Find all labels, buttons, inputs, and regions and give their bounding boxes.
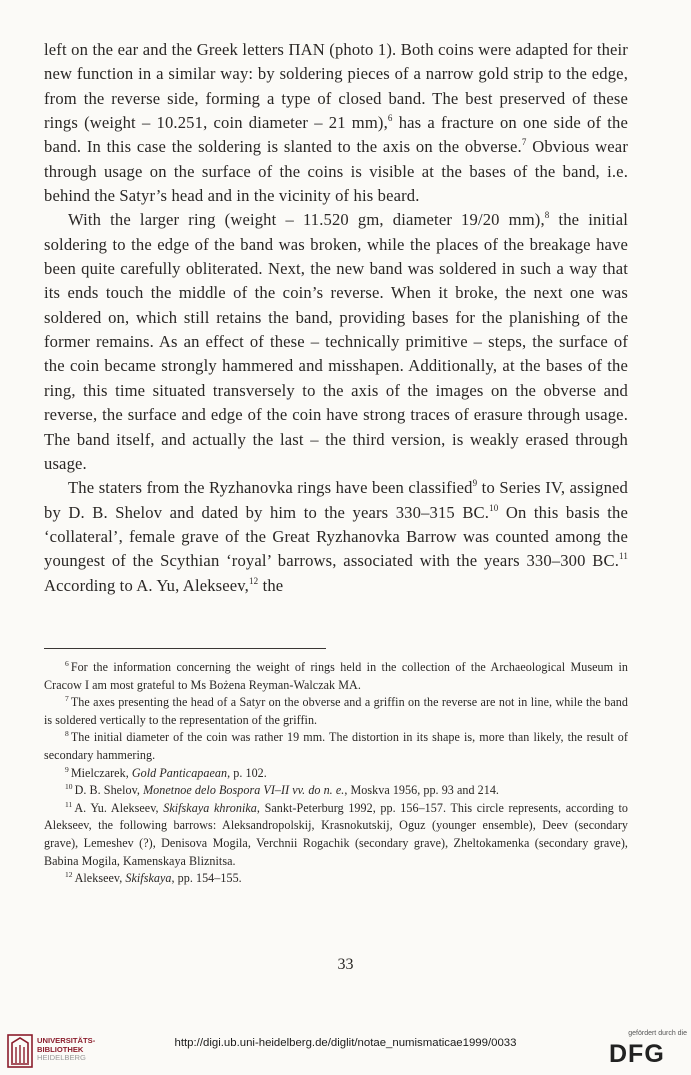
- footnote-10: $^{10}$ D. B. Shelov, Monetnoe delo Bospora VI–II vv. do n. e., Moskva 1956, pp. 93 and 214.: [65, 782, 500, 798]
- footnote-12: $^{12}$ Alekseev, Skifskaya, pp. 154–155.: [65, 870, 242, 886]
- main-text: [44, 38, 628, 598]
- footnote-ref-6[interactable]: 6: [387, 113, 393, 124]
- paragraph-2: With the larger ring (weight – 11.520 gm, diameter 19/20 mm),$^8$ the initial soldering to the edge of the band was broken, while the places of the breakage have been quite carefully obliterated. Next, the new band was soldered in such a way that its ends touch the middle of the coin’s reverse. When it broke, the next one was soldered on, which still retains the band, providing bases for the planishing of the former remains. As an effect of these – technically primitive – steps, the surface of the coin became strongly hammered and misshapen. Additionally, at the bases of the ring, this time situated transversely to the axis of the images on the obverse and reverse, the surface and edge of the coin have strong traces of erasure through usage. The band itself, and actually the last – the third version, is weakly erased through usage.: [44, 210, 628, 473]
- dfg-logo[interactable]: DFG: [609, 1040, 665, 1068]
- footnote-ref-10[interactable]: 10: [489, 502, 499, 513]
- footnote-ref-9[interactable]: 9: [472, 478, 478, 489]
- footnote-11: $^{11}$ A. Yu. Alekseev, Skifskaya khronika, Sankt-Peterburg 1992, pp. 156–157. This circle represents, according to Alekseev, the following barrows: Aleksandropolskij, Krasnokutskij, Oguz (younger ensemble), Deev (secondary grave), Lemeshev (?), Denisova Mogila, Verchnii Rogachik (secondary grave), Zheltokamenka (secondary grave), Babina Mogila, Kamenskaya Bliznitsa.: [44, 799, 628, 868]
- paragraph-3: The staters from the Ryzhanovka rings have been classified$^9$ to Series IV, assigned by D. B. Shelov and dated by him to the years 330–315 BC.$^{10}$ On this basis the ‘collateral’, female grave of the Great Ryzhanovka Barrow was counted among the youngest of the Scythian ‘royal’ barrows, associated with the years 330–300 BC.$^{11}$ According to A. Yu, Alekseev,$^{12}$ the: [44, 478, 628, 595]
- footnote-6: $^6$ For the information concerning the weight of rings held in the collection of the Archaeological Museum in Cracow I am most grateful to Ms Bożena Reyman-Walczak MA.: [44, 659, 628, 692]
- footnote-ref-12[interactable]: 12: [248, 575, 259, 586]
- footnote-separator: [44, 648, 326, 649]
- paragraph-1: left on the ear and the Greek letters ΠAN (photo 1). Both coins were adapted for their new function in a similar way: by soldering pieces of a narrow gold strip to the edge, from the reverse side, forming a type of closed band. The best preserved of these rings (weight – 10.251, coin diameter – 21 mm),$^6$ has a fracture on one side of the band. In this case the soldering is slanted to the axis on the obverse.$^7$ Obvious wear through usage on the surface of the coins is visible at the bases of the band, i.e. behind the Satyr’s head and in the vicinity of his beard.: [44, 40, 629, 206]
- footnote-7: $^7$ The axes presenting the head of a Satyr on the obverse and a griffin on the reverse are not in line, while the band is soldered vertically to the representation of the griffin.: [44, 694, 628, 727]
- footnote-9: $^9$ Mielczarek, Gold Panticapaean, p. 102.: [65, 764, 267, 780]
- footnote-8: $^8$ The initial diameter of the coin was rather 19 mm. The distortion in its shape is, more than likely, the result of secondary hammering.: [44, 729, 628, 762]
- footnote-ref-11[interactable]: 11: [619, 551, 628, 562]
- footnotes: [44, 659, 628, 888]
- source-url-link[interactable]: http://digi.ub.uni-heidelberg.de/diglit/notae_numismaticae1999/0033: [174, 1037, 517, 1049]
- library-name: UNIVERSITÄTS- BIBLIOTHEK HEIDELBERG: [37, 1036, 96, 1063]
- funding-caption: gefördert durch die: [628, 1030, 687, 1037]
- footnote-ref-8[interactable]: 8: [544, 210, 550, 221]
- footnote-ref-7[interactable]: 7: [521, 137, 527, 148]
- page-number: 33: [337, 956, 354, 973]
